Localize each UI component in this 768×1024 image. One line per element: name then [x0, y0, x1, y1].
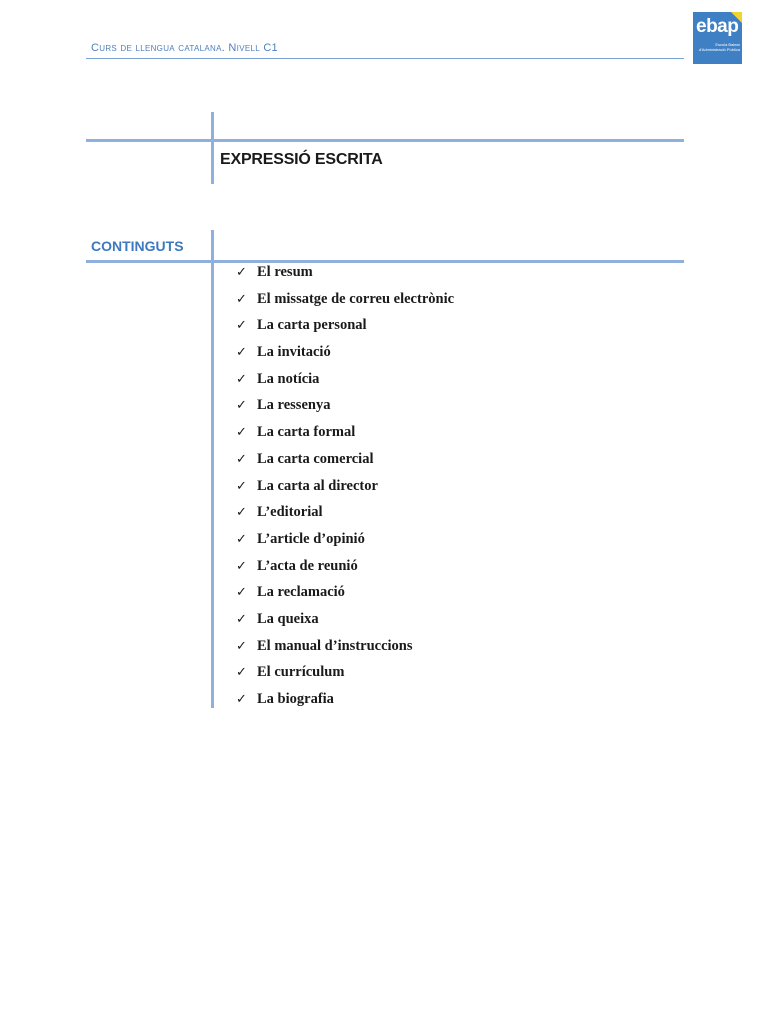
list-item-label: La carta formal	[257, 424, 356, 441]
checkmark-icon: ✓	[236, 371, 247, 387]
list-item	[236, 315, 454, 342]
list-item-label: El currículum	[257, 664, 345, 681]
list-item	[236, 662, 454, 689]
section-vertical-rule	[211, 112, 214, 184]
checkmark-icon: ✓	[236, 585, 247, 601]
checkmark-icon: ✓	[236, 692, 247, 707]
checkmark-icon: ✓	[236, 345, 247, 361]
header-divider	[86, 58, 684, 59]
checkmark-icon: ✓	[236, 505, 247, 521]
checkmark-icon: ✓	[236, 425, 247, 441]
list-item-label: La carta personal	[257, 317, 367, 334]
list-item	[236, 289, 454, 316]
list-item-label: La reclamació	[257, 584, 345, 601]
list-item	[236, 582, 454, 609]
list-item-label: El resum	[257, 264, 313, 280]
contents-vertical-rule	[211, 230, 214, 708]
list-item	[236, 369, 454, 396]
topic-list	[236, 262, 454, 716]
list-item-label: La queixa	[257, 610, 319, 627]
logo-wordmark: ebap	[696, 16, 739, 37]
contents-label: CONTINGUTS	[91, 238, 184, 254]
list-item-label: La biografia	[257, 691, 334, 707]
list-item-label: L’article d’opinió	[257, 530, 365, 547]
checkmark-icon: ✓	[236, 611, 247, 627]
list-item-label: La notícia	[257, 370, 320, 387]
list-item	[236, 449, 454, 476]
list-item-label: El manual d’instruccions	[257, 637, 413, 654]
list-item-label: El missatge de correu electrònic	[257, 290, 455, 307]
list-item	[236, 529, 454, 556]
checkmark-icon: ✓	[236, 291, 247, 307]
checkmark-icon: ✓	[236, 265, 247, 280]
list-item	[236, 342, 454, 369]
checkmark-icon: ✓	[236, 558, 247, 574]
ebap-logo	[693, 12, 742, 64]
list-item	[236, 609, 454, 636]
section-title: EXPRESSIÓ ESCRITA	[220, 151, 383, 168]
checkmark-icon: ✓	[236, 318, 247, 334]
list-item	[236, 502, 454, 529]
checkmark-icon: ✓	[236, 531, 247, 547]
checkmark-icon: ✓	[236, 665, 247, 681]
logo-subtext: Escola Balear d'Administració Pública	[698, 42, 740, 52]
list-item-label: L’editorial	[257, 504, 323, 521]
list-item-label: La carta al director	[257, 477, 378, 494]
list-item	[236, 636, 454, 663]
checkmark-icon: ✓	[236, 638, 247, 654]
list-item	[236, 395, 454, 422]
checkmark-icon: ✓	[236, 478, 247, 494]
list-item	[236, 476, 454, 503]
running-header: Curs de llengua catalana. Nivell C1	[91, 42, 278, 54]
list-item	[236, 422, 454, 449]
list-item	[236, 689, 454, 716]
list-item-label: La ressenya	[257, 397, 331, 414]
list-item-label: L’acta de reunió	[257, 557, 358, 574]
checkmark-icon: ✓	[236, 398, 247, 414]
section-horizontal-rule	[86, 139, 684, 142]
checkmark-icon: ✓	[236, 451, 247, 467]
list-item-label: La carta comercial	[257, 450, 374, 467]
list-item	[236, 262, 454, 289]
list-item-label: La invitació	[257, 344, 331, 361]
list-item	[236, 556, 454, 583]
